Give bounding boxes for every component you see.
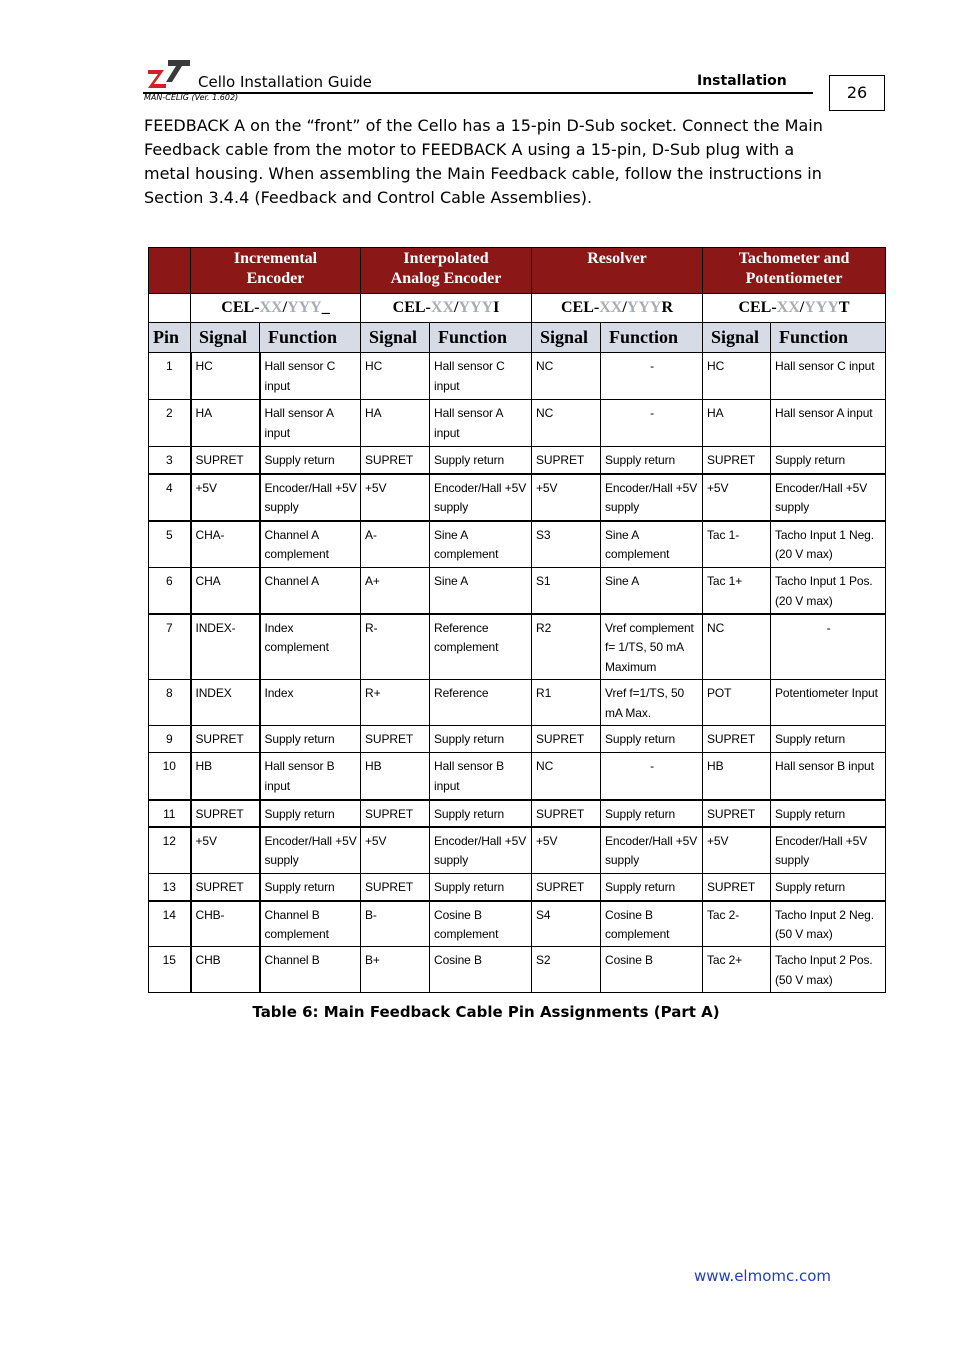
document-version: MAN-CELIG (Ver. 1.602)	[144, 93, 239, 102]
signal-cell: POT	[703, 680, 771, 726]
intro-paragraph: FEEDBACK A on the “front” of the Cello has a 15-pin D-Sub socket. Connect the Main Feedback cable from the motor to FEEDBACK A using a 15-pin, D-Sub plug with a metal housing. When assembling the Main Feedback cable, follow the instructions in Section 3.4.4 (Feedback and Control Cable Assemblies).	[144, 116, 823, 207]
signal-cell: HB	[361, 753, 430, 800]
signal-cell: R+	[361, 680, 430, 726]
table-row	[149, 400, 886, 447]
column-header-signal: Signal	[532, 323, 601, 353]
signal-cell: SUPRET	[532, 726, 601, 753]
signal-cell: HA	[191, 400, 260, 447]
group-header-interpolated: Interpolated Analog Encoder	[361, 248, 532, 294]
function-cell: Hall sensor A input	[430, 400, 532, 447]
function-cell: -	[601, 353, 703, 400]
signal-cell: SUPRET	[532, 874, 601, 901]
signal-cell: Tac 2+	[703, 947, 771, 993]
signal-cell: HC	[191, 353, 260, 400]
signal-cell: SUPRET	[361, 726, 430, 753]
signal-cell: NC	[532, 753, 601, 800]
pin-number: 4	[149, 474, 191, 521]
function-cell: Sine A	[601, 568, 703, 614]
signal-cell: +5V	[532, 474, 601, 521]
page-number: 26	[829, 75, 885, 111]
table-row	[149, 353, 886, 400]
signal-cell: Tac 1+	[703, 568, 771, 614]
table-row	[149, 680, 886, 726]
signal-cell: HB	[703, 753, 771, 800]
pin-rows	[149, 353, 886, 993]
function-cell: Tacho Input 1 Neg. (20 V max)	[771, 521, 886, 568]
signal-cell: SUPRET	[191, 726, 260, 753]
table-caption: Table 6: Main Feedback Cable Pin Assignments (Part A)	[252, 1003, 720, 1021]
signal-cell: +5V	[703, 827, 771, 874]
function-cell: Cosine B	[601, 947, 703, 993]
signal-cell: Tac 2-	[703, 901, 771, 947]
function-cell: Supply return	[601, 800, 703, 827]
pin-number: 14	[149, 901, 191, 947]
model-code-interpolated: CEL-XX/YYYI	[361, 294, 532, 323]
group-header-resolver: Resolver	[532, 248, 703, 294]
function-cell: Supply return	[430, 726, 532, 753]
table-row	[149, 800, 886, 827]
function-cell: Cosine B complement	[430, 901, 532, 947]
function-cell: Encoder/Hall +5V supply	[771, 474, 886, 521]
function-cell: Supply return	[771, 874, 886, 901]
table-row	[149, 947, 886, 993]
table-row	[149, 568, 886, 614]
website-link[interactable]: www.elmomc.com	[694, 1267, 832, 1285]
table-row	[149, 827, 886, 874]
function-cell: Sine A complement	[601, 521, 703, 568]
function-cell: Encoder/Hall +5V supply	[601, 827, 703, 874]
signal-cell: S1	[532, 568, 601, 614]
group-header-tachometer: Tachometer and Potentiometer	[703, 248, 886, 294]
function-cell: Encoder/Hall +5V supply	[260, 827, 361, 874]
function-cell: Encoder/Hall +5V supply	[601, 474, 703, 521]
table-row	[149, 901, 886, 947]
function-cell: Channel A complement	[260, 521, 361, 568]
elmo-logo	[148, 58, 190, 88]
signal-cell: SUPRET	[361, 800, 430, 827]
function-cell: Hall sensor B input	[771, 753, 886, 800]
function-cell: -	[601, 400, 703, 447]
function-cell: Supply return	[430, 447, 532, 474]
function-cell: Cosine B complement	[601, 901, 703, 947]
table-row	[149, 874, 886, 901]
table-row	[149, 447, 886, 474]
function-cell: Supply return	[430, 800, 532, 827]
pin-number: 10	[149, 753, 191, 800]
function-cell: -	[601, 753, 703, 800]
function-cell: Sine A complement	[430, 521, 532, 568]
signal-cell: INDEX	[191, 680, 260, 726]
model-code-resolver: CEL-XX/YYYR	[532, 294, 703, 323]
signal-cell: R2	[532, 614, 601, 680]
signal-cell: SUPRET	[191, 874, 260, 901]
function-cell: Index	[260, 680, 361, 726]
pin-number: 13	[149, 874, 191, 901]
signal-cell: S2	[532, 947, 601, 993]
signal-cell: A+	[361, 568, 430, 614]
function-cell: Supply return	[260, 447, 361, 474]
function-cell: Potentiometer Input	[771, 680, 886, 726]
column-header-signal: Signal	[361, 323, 430, 353]
signal-cell: +5V	[191, 474, 260, 521]
signal-cell: S3	[532, 521, 601, 568]
function-cell: Cosine B	[430, 947, 532, 993]
document-title: Cello Installation Guide	[198, 73, 372, 91]
function-cell: Hall sensor B input	[430, 753, 532, 800]
signal-cell: R-	[361, 614, 430, 680]
signal-cell: HA	[703, 400, 771, 447]
function-cell: Supply return	[601, 874, 703, 901]
function-cell: Supply return	[430, 874, 532, 901]
pin-number: 11	[149, 800, 191, 827]
signal-cell: Tac 1-	[703, 521, 771, 568]
function-cell: Supply return	[260, 874, 361, 901]
table-row	[149, 726, 886, 753]
signal-cell: +5V	[361, 827, 430, 874]
signal-cell: +5V	[703, 474, 771, 521]
signal-cell: CHA	[191, 568, 260, 614]
group-header-incremental: Incremental Encoder	[191, 248, 361, 294]
column-header-pin: Pin	[149, 323, 191, 353]
pin-number: 12	[149, 827, 191, 874]
model-code-incremental: CEL-XX/YYY_	[191, 294, 361, 323]
pin-number: 15	[149, 947, 191, 993]
signal-cell: B+	[361, 947, 430, 993]
signal-cell: A-	[361, 521, 430, 568]
column-header-function: Function	[771, 323, 886, 353]
signal-cell: SUPRET	[703, 800, 771, 827]
function-cell: Supply return	[771, 726, 886, 753]
function-cell: Channel A	[260, 568, 361, 614]
pin-number: 6	[149, 568, 191, 614]
column-header-function: Function	[260, 323, 361, 353]
function-cell: Hall sensor A input	[771, 400, 886, 447]
signal-cell: +5V	[532, 827, 601, 874]
signal-cell: HC	[703, 353, 771, 400]
function-cell: Hall sensor B input	[260, 753, 361, 800]
signal-cell: NC	[532, 353, 601, 400]
signal-cell: SUPRET	[361, 874, 430, 901]
signal-cell: SUPRET	[703, 726, 771, 753]
signal-cell: SUPRET	[703, 447, 771, 474]
column-header-signal: Signal	[703, 323, 771, 353]
table-row	[149, 474, 886, 521]
function-cell: Encoder/Hall +5V supply	[430, 474, 532, 521]
signal-cell: CHB-	[191, 901, 260, 947]
signal-cell: CHB	[191, 947, 260, 993]
function-cell: Encoder/Hall +5V supply	[771, 827, 886, 874]
table-row	[149, 614, 886, 680]
function-cell: Supply return	[771, 447, 886, 474]
function-cell: -	[771, 614, 886, 680]
function-cell: Index complement	[260, 614, 361, 680]
model-code-row	[149, 294, 886, 323]
signal-cell: B-	[361, 901, 430, 947]
pin-number: 8	[149, 680, 191, 726]
model-code-tachometer: CEL-XX/YYYT	[703, 294, 886, 323]
pin-number: 5	[149, 521, 191, 568]
function-cell: Sine A	[430, 568, 532, 614]
function-cell: Hall sensor C input	[260, 353, 361, 400]
function-cell: Tacho Input 2 Pos. (50 V max)	[771, 947, 886, 993]
function-cell: Supply return	[260, 726, 361, 753]
signal-cell: HB	[191, 753, 260, 800]
pin-number: 3	[149, 447, 191, 474]
section-title: Installation	[697, 73, 787, 89]
function-cell: Encoder/Hall +5V supply	[260, 474, 361, 521]
column-header-function: Function	[430, 323, 532, 353]
signal-cell: NC	[532, 400, 601, 447]
column-header-signal: Signal	[191, 323, 260, 353]
signal-cell: CHA-	[191, 521, 260, 568]
table-row	[149, 753, 886, 800]
function-cell: Tacho Input 1 Pos. (20 V max)	[771, 568, 886, 614]
signal-cell: INDEX-	[191, 614, 260, 680]
function-cell: Supply return	[260, 800, 361, 827]
signal-cell: R1	[532, 680, 601, 726]
pin-assignment-table	[148, 247, 886, 993]
function-cell: Hall sensor C input	[771, 353, 886, 400]
pin-number: 9	[149, 726, 191, 753]
function-cell: Hall sensor C input	[430, 353, 532, 400]
signal-cell: SUPRET	[703, 874, 771, 901]
function-cell: Supply return	[601, 447, 703, 474]
signal-cell: S4	[532, 901, 601, 947]
function-cell: Channel B complement	[260, 901, 361, 947]
function-cell: Tacho Input 2 Neg. (50 V max)	[771, 901, 886, 947]
signal-cell: HA	[361, 400, 430, 447]
signal-cell: SUPRET	[361, 447, 430, 474]
signal-cell: SUPRET	[532, 447, 601, 474]
group-header-row	[149, 248, 886, 294]
function-cell: Reference complement	[430, 614, 532, 680]
pin-number: 2	[149, 400, 191, 447]
signal-cell: SUPRET	[191, 447, 260, 474]
signal-cell: +5V	[191, 827, 260, 874]
model-corner-cell	[149, 294, 191, 323]
signal-cell: HC	[361, 353, 430, 400]
column-header-row	[149, 323, 886, 353]
function-cell: Supply return	[771, 800, 886, 827]
function-cell: Channel B	[260, 947, 361, 993]
pin-number: 7	[149, 614, 191, 680]
pin-number: 1	[149, 353, 191, 400]
table-row	[149, 521, 886, 568]
function-cell: Supply return	[601, 726, 703, 753]
function-cell: Vref complement f= 1/TS, 50 mA Maximum	[601, 614, 703, 680]
signal-cell: NC	[703, 614, 771, 680]
signal-cell: SUPRET	[191, 800, 260, 827]
corner-cell	[149, 248, 191, 294]
function-cell: Encoder/Hall +5V supply	[430, 827, 532, 874]
signal-cell: SUPRET	[532, 800, 601, 827]
column-header-function: Function	[601, 323, 703, 353]
function-cell: Reference	[430, 680, 532, 726]
function-cell: Hall sensor A input	[260, 400, 361, 447]
header-rule	[143, 92, 813, 94]
signal-cell: +5V	[361, 474, 430, 521]
function-cell: Vref f=1/TS, 50 mA Max.	[601, 680, 703, 726]
